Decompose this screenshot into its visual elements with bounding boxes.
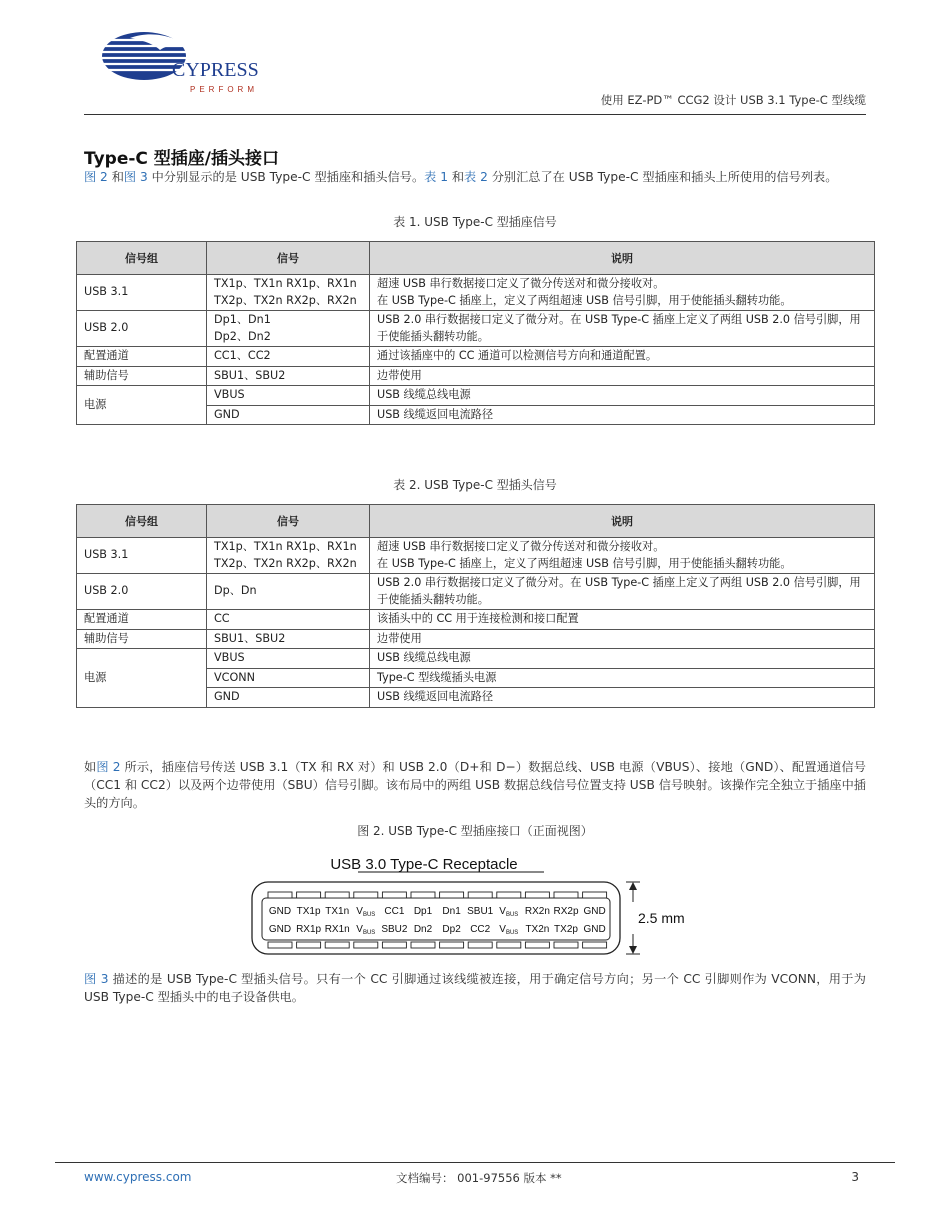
pin-contact xyxy=(554,892,578,898)
figure-2-caption: 图 2. USB Type-C 型插座接口（正面视图） xyxy=(357,824,593,838)
table-row xyxy=(77,311,875,347)
pin-label: RX1p xyxy=(296,924,322,935)
description-cell: 通过该插座中的 CC 通道可以检测信号方向和通道配置。 xyxy=(370,347,875,367)
group-cell: USB 3.1 xyxy=(77,538,207,574)
signal-cell: Dp1、Dn1 Dp2、Dn2 xyxy=(207,311,370,347)
figure-3-link[interactable]: 图 3 xyxy=(123,170,148,184)
description-cell: 超速 USB 串行数据接口定义了微分传送对和微分接收对。 在 USB Type-C 插座上，定义了两组超速 USB 信号引脚，用于使能插头翻转功能。 xyxy=(370,275,875,311)
header-cell: 说明 xyxy=(370,505,875,538)
table-row xyxy=(77,366,875,386)
pin-contact xyxy=(440,942,464,948)
pin-label: Dn2 xyxy=(413,924,433,935)
pin-label: SBU1 xyxy=(467,906,494,917)
table-row xyxy=(77,629,875,649)
header-cell: 信号 xyxy=(207,505,370,538)
footer-website-link[interactable]: www.cypress.com xyxy=(84,1170,192,1184)
description-cell: 边带使用 xyxy=(370,629,875,649)
cypress-logo xyxy=(100,28,280,100)
table-row xyxy=(77,574,875,610)
pin-contact xyxy=(297,942,321,948)
pin-contact xyxy=(468,942,492,948)
group-cell: USB 3.1 xyxy=(77,275,207,311)
description-cell: USB 线缆总线电源 xyxy=(370,386,875,406)
pin-label: GND xyxy=(583,906,606,917)
pin-label: SBU2 xyxy=(381,924,408,935)
receptacle-pinout-figure xyxy=(250,852,710,960)
pin-contact xyxy=(382,942,406,948)
signal-cell: TX1p、TX1n RX1p、RX1n TX2p、TX2n RX2p、RX2n xyxy=(207,275,370,311)
group-cell: 辅助信号 xyxy=(77,629,207,649)
description-cell: Type-C 型线缆插头电源 xyxy=(370,668,875,688)
pin-contact xyxy=(525,942,549,948)
pin-contact xyxy=(325,892,349,898)
figure-2-link[interactable]: 图 2 xyxy=(84,170,108,184)
pin-contact xyxy=(411,942,435,948)
signal-cell: GND xyxy=(207,688,370,708)
table-2-link[interactable]: 表 2 xyxy=(464,170,488,184)
group-cell: 配置通道 xyxy=(77,610,207,630)
pin-label: $V_{BUS}$ xyxy=(356,906,376,918)
group-cell: 配置通道 xyxy=(77,347,207,367)
description-cell: 超速 USB 串行数据接口定义了微分传送对和微分接收对。 在 USB Type-C 插座上，定义了两组超速 USB 信号引脚，用于使能插头翻转功能。 xyxy=(370,538,875,574)
figure-3-link[interactable]: 图 3 xyxy=(84,972,109,986)
pin-label: $V_{BUS}$ xyxy=(499,906,519,918)
pin-label: $V_{BUS}$ xyxy=(499,924,519,936)
description-cell: USB 线缆总线电源 xyxy=(370,649,875,669)
figure-title: USB 3.0 Type-C Receptacle xyxy=(330,856,518,873)
pin-label: RX2p xyxy=(553,906,579,917)
pin-label: Dp2 xyxy=(442,924,461,935)
signal-cell: SBU1、SBU2 xyxy=(207,366,370,386)
pin-contact xyxy=(268,942,292,948)
pin-contact xyxy=(468,892,492,898)
description-cell: USB 2.0 串行数据接口定义了微分对。在 USB Type-C 插座上定义了两组 USB 2.0 信号引脚，用于使能插头翻转功能。 xyxy=(370,574,875,610)
pin-contact xyxy=(382,892,406,898)
header-cell: 信号 xyxy=(207,242,370,275)
signal-cell: VBUS xyxy=(207,649,370,669)
pin-contact xyxy=(583,942,607,948)
table-2 xyxy=(76,504,875,708)
table-header-row xyxy=(77,505,875,538)
table-row xyxy=(77,610,875,630)
pin-contact xyxy=(497,892,521,898)
signal-cell: Dp、Dn xyxy=(207,574,370,610)
header-cell: 说明 xyxy=(370,242,875,275)
group-cell: USB 2.0 xyxy=(77,574,207,610)
description-cell: USB 线缆返回电流路径 xyxy=(370,688,875,708)
plug-paragraph: 图 3 描述的是 USB Type-C 型插头信号。只有一个 CC 引脚通过该线缆被连接，用于确定信号方向；另一个 CC 引脚则作为 VCONN，用于为 USB Type-C 型插头中的电子设备供电。 xyxy=(84,972,866,1004)
description-cell: USB 2.0 串行数据接口定义了微分对。在 USB Type-C 插座上定义了两组 USB 2.0 信号引脚，用于使能插头翻转功能。 xyxy=(370,311,875,347)
table-row xyxy=(77,347,875,367)
description-cell: USB 线缆返回电流路径 xyxy=(370,405,875,425)
table-row xyxy=(77,649,875,669)
pin-label: Dp1 xyxy=(413,906,433,917)
pin-contact xyxy=(354,942,378,948)
footer-document-number: 文档编号： 001-97556 版本 ** xyxy=(396,1171,562,1185)
pin-label: GND xyxy=(583,924,606,935)
pin-label: RX2n xyxy=(524,906,550,917)
table-2-caption: 表 2. USB Type-C 型插头信号 xyxy=(393,478,557,492)
pin-label: Dn1 xyxy=(442,906,461,917)
pin-label: TX2p xyxy=(554,924,578,935)
table-header-row xyxy=(77,242,875,275)
pin-contact xyxy=(411,892,435,898)
signal-cell: GND xyxy=(207,405,370,425)
pin-contact xyxy=(354,892,378,898)
pin-label: TX1p xyxy=(296,906,321,917)
pin-contact xyxy=(440,892,464,898)
signal-cell: CC xyxy=(207,610,370,630)
pin-contact xyxy=(583,892,607,898)
group-cell: USB 2.0 xyxy=(77,311,207,347)
pin-label: TX2n xyxy=(525,924,550,935)
signal-cell: CC1、CC2 xyxy=(207,347,370,367)
pin-label: GND xyxy=(268,924,292,935)
pin-label: $V_{BUS}$ xyxy=(356,924,376,936)
header-divider xyxy=(84,114,866,115)
footer-divider xyxy=(55,1162,895,1163)
table-row xyxy=(77,538,875,574)
table-1 xyxy=(76,241,875,425)
group-cell: 电源 xyxy=(77,386,207,425)
pin-contact xyxy=(497,942,521,948)
header-cell: 信号组 xyxy=(77,242,207,275)
table-1-link[interactable]: 表 1 xyxy=(424,170,448,184)
pin-label: CC1 xyxy=(384,906,405,917)
logo-name: CYPRESS xyxy=(172,59,259,81)
table-row xyxy=(77,275,875,311)
pin-contact xyxy=(268,892,292,898)
page-number: 3 xyxy=(851,1170,859,1184)
description-cell: 边带使用 xyxy=(370,366,875,386)
section-heading: Type-C 型插座/插头接口 xyxy=(84,149,280,169)
pin-contact xyxy=(554,942,578,948)
receptacle-paragraph: 如图 2 所示，插座信号传送 USB 3.1（TX 和 RX 对）和 USB 2.0（D+和 D−）数据总线、USB 电源（VBUS）、接地（GND）、配置通道信号（CC1 和 CC2）以及两个边带使用（SBU）信号引脚。该布局中的两组 USB 数据总线信号位置支持 USB 信号映射。该操作完全独立于插座中插头的方向。 xyxy=(84,760,866,810)
pin-contact xyxy=(297,892,321,898)
dimension-label: 2.5 mm xyxy=(638,910,685,926)
table-1-caption: 表 1. USB Type-C 型插座信号 xyxy=(393,215,557,229)
description-cell: 该插头中的 CC 用于连接检测和接口配置 xyxy=(370,610,875,630)
pin-label: RX1n xyxy=(324,924,350,935)
table-row xyxy=(77,386,875,406)
signal-cell: SBU1、SBU2 xyxy=(207,629,370,649)
header-cell: 信号组 xyxy=(77,505,207,538)
signal-cell: VCONN xyxy=(207,668,370,688)
intro-paragraph: 图 2 和图 3 中分别显示的是 USB Type-C 型插座和插头信号。表 1 和表 2 分别汇总了在 USB Type-C 型插座和插头上所使用的信号列表。 xyxy=(84,170,838,184)
logo-tagline: PERFORM xyxy=(190,85,258,94)
pin-contact xyxy=(325,942,349,948)
figure-2-link[interactable]: 图 2 xyxy=(96,760,121,774)
pin-contact xyxy=(525,892,549,898)
group-cell: 电源 xyxy=(77,649,207,708)
signal-cell: TX1p、TX1n RX1p、RX1n TX2p、TX2n RX2p、RX2n xyxy=(207,538,370,574)
document-title: 使用 EZ-PD™ CCG2 设计 USB 3.1 Type-C 型线缆 xyxy=(600,93,866,107)
group-cell: 辅助信号 xyxy=(77,366,207,386)
pin-label: TX1n xyxy=(325,906,350,917)
signal-cell: VBUS xyxy=(207,386,370,406)
pin-label: CC2 xyxy=(470,924,491,935)
pin-label: GND xyxy=(268,906,292,917)
